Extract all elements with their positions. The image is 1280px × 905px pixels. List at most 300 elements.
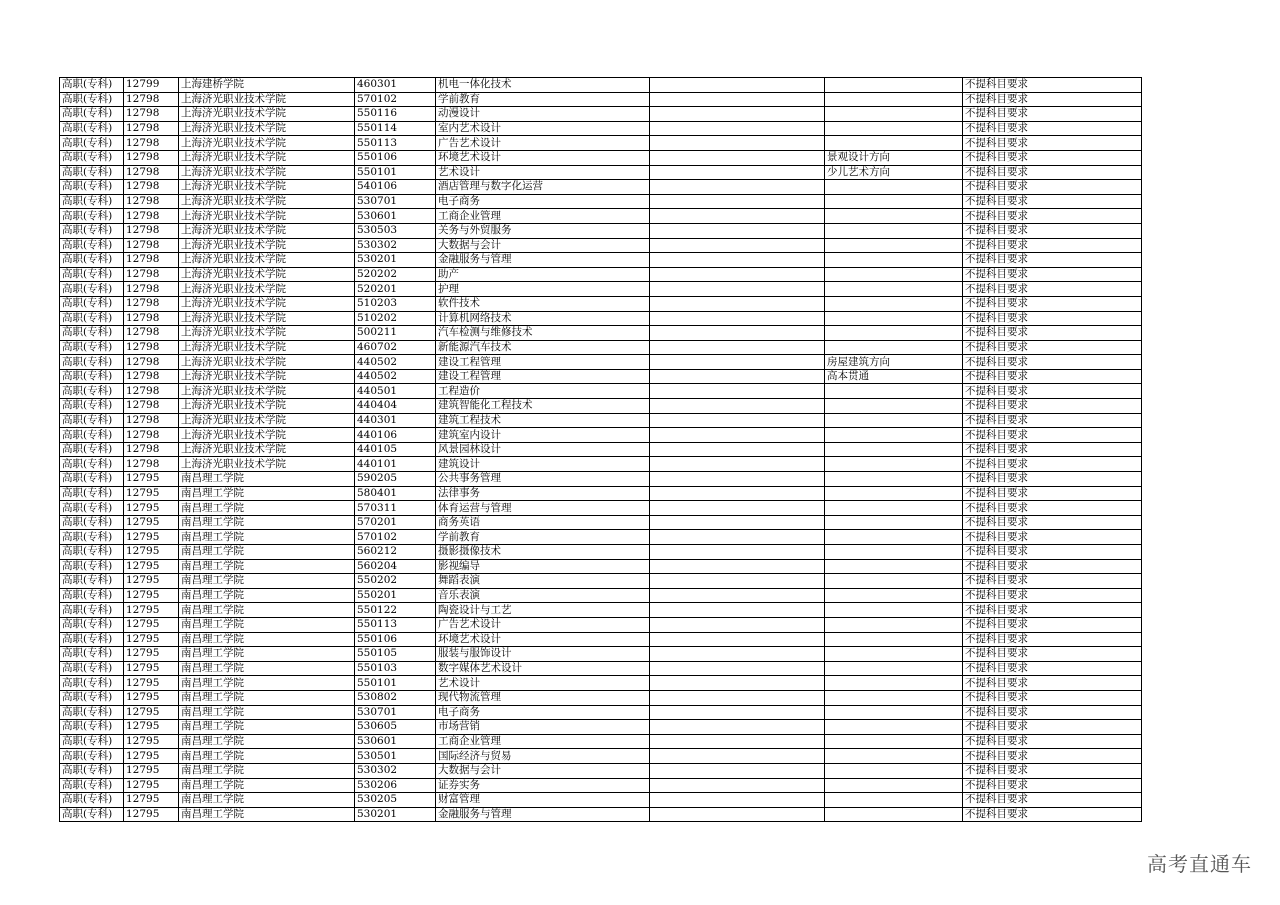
direction-cell: 高本贯通: [825, 369, 963, 384]
major-code-cell: 440501: [355, 384, 436, 399]
school-code-cell: 12795: [124, 559, 179, 574]
direction-cell: [825, 457, 963, 472]
requirement-cell: 不提科目要求: [963, 428, 1142, 443]
direction-cell: [825, 676, 963, 691]
major-name-cell: 电子商务: [436, 194, 650, 209]
table-row: [60, 603, 1142, 618]
school-code-cell: 12798: [124, 223, 179, 238]
school-code-cell: 12798: [124, 326, 179, 341]
level-cell: 高职(专科): [60, 574, 124, 589]
table-row: [60, 472, 1142, 487]
level-cell: 高职(专科): [60, 369, 124, 384]
level-cell: 高职(专科): [60, 442, 124, 457]
table-row: [60, 355, 1142, 370]
school-code-cell: 12795: [124, 676, 179, 691]
table-row: [60, 296, 1142, 311]
direction-cell: [825, 486, 963, 501]
direction-cell: [825, 442, 963, 457]
school-code-cell: 12798: [124, 150, 179, 165]
table-row: [60, 253, 1142, 268]
major-code-cell: 530601: [355, 734, 436, 749]
school-code-cell: 12798: [124, 180, 179, 195]
direction-cell: [825, 647, 963, 662]
blank-cell: [650, 807, 825, 822]
blank-cell: [650, 472, 825, 487]
level-cell: 高职(专科): [60, 530, 124, 545]
major-code-cell: 550114: [355, 121, 436, 136]
school-name-cell: 南昌理工学院: [179, 690, 355, 705]
school-code-cell: 12795: [124, 734, 179, 749]
school-code-cell: 12798: [124, 311, 179, 326]
direction-cell: [825, 778, 963, 793]
requirement-cell: 不提科目要求: [963, 676, 1142, 691]
table-row: [60, 311, 1142, 326]
school-code-cell: 12798: [124, 238, 179, 253]
table-row: [60, 136, 1142, 151]
school-code-cell: 12798: [124, 267, 179, 282]
table-row: [60, 369, 1142, 384]
major-code-cell: 530206: [355, 778, 436, 793]
level-cell: 高职(专科): [60, 588, 124, 603]
major-code-cell: 560204: [355, 559, 436, 574]
requirement-cell: 不提科目要求: [963, 588, 1142, 603]
requirement-cell: 不提科目要求: [963, 326, 1142, 341]
level-cell: 高职(专科): [60, 428, 124, 443]
school-code-cell: 12798: [124, 428, 179, 443]
direction-cell: [825, 574, 963, 589]
table-row: [60, 442, 1142, 457]
major-name-cell: 影视编导: [436, 559, 650, 574]
blank-cell: [650, 720, 825, 735]
table-body: [60, 78, 1142, 822]
requirement-cell: 不提科目要求: [963, 355, 1142, 370]
major-code-cell: 590205: [355, 472, 436, 487]
level-cell: 高职(专科): [60, 355, 124, 370]
blank-cell: [650, 442, 825, 457]
requirement-cell: 不提科目要求: [963, 472, 1142, 487]
blank-cell: [650, 282, 825, 297]
direction-cell: [825, 340, 963, 355]
requirement-cell: 不提科目要求: [963, 545, 1142, 560]
school-code-cell: 12798: [124, 209, 179, 224]
direction-cell: [825, 530, 963, 545]
school-name-cell: 南昌理工学院: [179, 807, 355, 822]
major-name-cell: 助产: [436, 267, 650, 282]
table-row: [60, 793, 1142, 808]
school-code-cell: 12795: [124, 603, 179, 618]
major-name-cell: 金融服务与管理: [436, 807, 650, 822]
major-name-cell: 艺术设计: [436, 165, 650, 180]
major-code-cell: 550101: [355, 676, 436, 691]
major-name-cell: 新能源汽车技术: [436, 340, 650, 355]
level-cell: 高职(专科): [60, 793, 124, 808]
level-cell: 高职(专科): [60, 647, 124, 662]
school-code-cell: 12795: [124, 705, 179, 720]
school-name-cell: 上海济光职业技术学院: [179, 413, 355, 428]
blank-cell: [650, 603, 825, 618]
requirement-cell: 不提科目要求: [963, 603, 1142, 618]
level-cell: 高职(专科): [60, 136, 124, 151]
blank-cell: [650, 530, 825, 545]
major-name-cell: 学前教育: [436, 92, 650, 107]
requirement-cell: 不提科目要求: [963, 574, 1142, 589]
direction-cell: [825, 253, 963, 268]
blank-cell: [650, 486, 825, 501]
direction-cell: 少儿艺术方向: [825, 165, 963, 180]
blank-cell: [650, 78, 825, 93]
school-name-cell: 上海济光职业技术学院: [179, 209, 355, 224]
school-name-cell: 上海济光职业技术学院: [179, 399, 355, 414]
level-cell: 高职(专科): [60, 763, 124, 778]
school-name-cell: 南昌理工学院: [179, 676, 355, 691]
blank-cell: [650, 501, 825, 516]
major-code-cell: 530701: [355, 194, 436, 209]
school-code-cell: 12795: [124, 501, 179, 516]
table-row: [60, 501, 1142, 516]
direction-cell: [825, 705, 963, 720]
major-name-cell: 金融服务与管理: [436, 253, 650, 268]
major-code-cell: 550202: [355, 574, 436, 589]
direction-cell: [825, 690, 963, 705]
blank-cell: [650, 588, 825, 603]
major-code-cell: 530201: [355, 807, 436, 822]
direction-cell: [825, 617, 963, 632]
major-code-cell: 440502: [355, 355, 436, 370]
major-code-cell: 440404: [355, 399, 436, 414]
blank-cell: [650, 574, 825, 589]
school-name-cell: 上海济光职业技术学院: [179, 326, 355, 341]
table-row: [60, 763, 1142, 778]
table-row: [60, 121, 1142, 136]
major-name-cell: 大数据与会计: [436, 763, 650, 778]
requirement-cell: 不提科目要求: [963, 413, 1142, 428]
level-cell: 高职(专科): [60, 194, 124, 209]
requirement-cell: 不提科目要求: [963, 442, 1142, 457]
school-name-cell: 南昌理工学院: [179, 501, 355, 516]
major-name-cell: 动漫设计: [436, 107, 650, 122]
direction-cell: [825, 136, 963, 151]
major-code-cell: 530302: [355, 763, 436, 778]
school-code-cell: 12795: [124, 720, 179, 735]
direction-cell: [825, 749, 963, 764]
table-row: [60, 749, 1142, 764]
major-name-cell: 工商企业管理: [436, 209, 650, 224]
table-row: [60, 282, 1142, 297]
blank-cell: [650, 559, 825, 574]
blank-cell: [650, 705, 825, 720]
major-code-cell: 500211: [355, 326, 436, 341]
major-name-cell: 建筑设计: [436, 457, 650, 472]
level-cell: 高职(专科): [60, 150, 124, 165]
level-cell: 高职(专科): [60, 632, 124, 647]
major-code-cell: 560212: [355, 545, 436, 560]
requirement-cell: 不提科目要求: [963, 734, 1142, 749]
requirement-cell: 不提科目要求: [963, 705, 1142, 720]
direction-cell: [825, 661, 963, 676]
school-name-cell: 上海济光职业技术学院: [179, 311, 355, 326]
major-code-cell: 440301: [355, 413, 436, 428]
direction-cell: [825, 267, 963, 282]
requirement-cell: 不提科目要求: [963, 778, 1142, 793]
blank-cell: [650, 617, 825, 632]
blank-cell: [650, 180, 825, 195]
school-name-cell: 南昌理工学院: [179, 472, 355, 487]
major-code-cell: 440106: [355, 428, 436, 443]
school-name-cell: 南昌理工学院: [179, 705, 355, 720]
table-row: [60, 194, 1142, 209]
major-name-cell: 室内艺术设计: [436, 121, 650, 136]
major-name-cell: 商务英语: [436, 515, 650, 530]
school-code-cell: 12798: [124, 253, 179, 268]
school-name-cell: 上海济光职业技术学院: [179, 107, 355, 122]
school-name-cell: 上海济光职业技术学院: [179, 369, 355, 384]
level-cell: 高职(专科): [60, 676, 124, 691]
direction-cell: [825, 632, 963, 647]
major-name-cell: 数字媒体艺术设计: [436, 661, 650, 676]
direction-cell: [825, 734, 963, 749]
direction-cell: [825, 296, 963, 311]
blank-cell: [650, 457, 825, 472]
direction-cell: [825, 180, 963, 195]
school-name-cell: 南昌理工学院: [179, 749, 355, 764]
major-name-cell: 艺术设计: [436, 676, 650, 691]
school-name-cell: 上海济光职业技术学院: [179, 253, 355, 268]
direction-cell: [825, 194, 963, 209]
blank-cell: [650, 778, 825, 793]
direction-cell: [825, 209, 963, 224]
direction-cell: [825, 515, 963, 530]
school-code-cell: 12798: [124, 296, 179, 311]
major-code-cell: 550113: [355, 136, 436, 151]
table-row: [60, 384, 1142, 399]
level-cell: 高职(专科): [60, 559, 124, 574]
major-code-cell: 570311: [355, 501, 436, 516]
level-cell: 高职(专科): [60, 617, 124, 632]
table-row: [60, 647, 1142, 662]
school-name-cell: 上海济光职业技术学院: [179, 457, 355, 472]
major-name-cell: 工程造价: [436, 384, 650, 399]
watermark-text: 高考直通车: [1147, 852, 1252, 876]
requirement-cell: 不提科目要求: [963, 530, 1142, 545]
major-name-cell: 酒店管理与数字化运营: [436, 180, 650, 195]
blank-cell: [650, 92, 825, 107]
blank-cell: [650, 749, 825, 764]
school-code-cell: 12798: [124, 121, 179, 136]
blank-cell: [650, 150, 825, 165]
table-row: [60, 661, 1142, 676]
major-code-cell: 550106: [355, 632, 436, 647]
level-cell: 高职(专科): [60, 457, 124, 472]
school-name-cell: 上海济光职业技术学院: [179, 136, 355, 151]
requirement-cell: 不提科目要求: [963, 690, 1142, 705]
requirement-cell: 不提科目要求: [963, 384, 1142, 399]
table-row: [60, 778, 1142, 793]
school-name-cell: 上海济光职业技术学院: [179, 150, 355, 165]
table-row: [60, 209, 1142, 224]
major-code-cell: 550113: [355, 617, 436, 632]
direction-cell: [825, 501, 963, 516]
school-name-cell: 南昌理工学院: [179, 515, 355, 530]
blank-cell: [650, 296, 825, 311]
school-name-cell: 上海济光职业技术学院: [179, 223, 355, 238]
blank-cell: [650, 267, 825, 282]
direction-cell: [825, 720, 963, 735]
table-row: [60, 428, 1142, 443]
school-name-cell: 上海济光职业技术学院: [179, 355, 355, 370]
blank-cell: [650, 340, 825, 355]
direction-cell: [825, 545, 963, 560]
school-code-cell: 12798: [124, 165, 179, 180]
level-cell: 高职(专科): [60, 296, 124, 311]
table-row: [60, 150, 1142, 165]
major-code-cell: 580401: [355, 486, 436, 501]
requirement-cell: 不提科目要求: [963, 486, 1142, 501]
table-row: [60, 807, 1142, 822]
level-cell: 高职(专科): [60, 326, 124, 341]
direction-cell: [825, 384, 963, 399]
requirement-cell: 不提科目要求: [963, 209, 1142, 224]
major-code-cell: 520201: [355, 282, 436, 297]
level-cell: 高职(专科): [60, 472, 124, 487]
direction-cell: [825, 603, 963, 618]
major-code-cell: 440101: [355, 457, 436, 472]
school-name-cell: 南昌理工学院: [179, 588, 355, 603]
table-row: [60, 486, 1142, 501]
level-cell: 高职(专科): [60, 661, 124, 676]
level-cell: 高职(专科): [60, 267, 124, 282]
table-row: [60, 457, 1142, 472]
major-code-cell: 550122: [355, 603, 436, 618]
level-cell: 高职(专科): [60, 121, 124, 136]
major-code-cell: 550105: [355, 647, 436, 662]
blank-cell: [650, 311, 825, 326]
table-row: [60, 413, 1142, 428]
level-cell: 高职(专科): [60, 282, 124, 297]
major-code-cell: 550116: [355, 107, 436, 122]
requirement-cell: 不提科目要求: [963, 267, 1142, 282]
major-name-cell: 法律事务: [436, 486, 650, 501]
major-name-cell: 汽车检测与维修技术: [436, 326, 650, 341]
school-name-cell: 南昌理工学院: [179, 661, 355, 676]
school-name-cell: 南昌理工学院: [179, 778, 355, 793]
requirement-cell: 不提科目要求: [963, 647, 1142, 662]
requirement-cell: 不提科目要求: [963, 311, 1142, 326]
requirement-cell: 不提科目要求: [963, 180, 1142, 195]
direction-cell: [825, 107, 963, 122]
direction-cell: [825, 78, 963, 93]
school-code-cell: 12795: [124, 632, 179, 647]
school-code-cell: 12798: [124, 457, 179, 472]
table-row: [60, 238, 1142, 253]
admission-table: [59, 77, 1142, 822]
blank-cell: [650, 734, 825, 749]
school-name-cell: 上海建桥学院: [179, 78, 355, 93]
major-code-cell: 530201: [355, 253, 436, 268]
level-cell: 高职(专科): [60, 180, 124, 195]
level-cell: 高职(专科): [60, 734, 124, 749]
requirement-cell: 不提科目要求: [963, 296, 1142, 311]
table-row: [60, 574, 1142, 589]
blank-cell: [650, 676, 825, 691]
requirement-cell: 不提科目要求: [963, 720, 1142, 735]
direction-cell: [825, 326, 963, 341]
major-name-cell: 电子商务: [436, 705, 650, 720]
major-code-cell: 540106: [355, 180, 436, 195]
major-name-cell: 建设工程管理: [436, 369, 650, 384]
direction-cell: [825, 282, 963, 297]
direction-cell: [825, 559, 963, 574]
level-cell: 高职(专科): [60, 515, 124, 530]
level-cell: 高职(专科): [60, 223, 124, 238]
school-name-cell: 南昌理工学院: [179, 530, 355, 545]
table-row: [60, 676, 1142, 691]
requirement-cell: 不提科目要求: [963, 399, 1142, 414]
blank-cell: [650, 253, 825, 268]
blank-cell: [650, 194, 825, 209]
school-name-cell: 上海济光职业技术学院: [179, 238, 355, 253]
requirement-cell: 不提科目要求: [963, 165, 1142, 180]
table-row: [60, 78, 1142, 93]
table-row: [60, 92, 1142, 107]
direction-cell: [825, 399, 963, 414]
major-code-cell: 550106: [355, 150, 436, 165]
school-name-cell: 上海济光职业技术学院: [179, 442, 355, 457]
major-code-cell: 530701: [355, 705, 436, 720]
level-cell: 高职(专科): [60, 486, 124, 501]
major-code-cell: 460301: [355, 78, 436, 93]
blank-cell: [650, 121, 825, 136]
blank-cell: [650, 647, 825, 662]
level-cell: 高职(专科): [60, 107, 124, 122]
major-name-cell: 证券实务: [436, 778, 650, 793]
requirement-cell: 不提科目要求: [963, 92, 1142, 107]
major-name-cell: 建筑智能化工程技术: [436, 399, 650, 414]
table-row: [60, 340, 1142, 355]
blank-cell: [650, 107, 825, 122]
level-cell: 高职(专科): [60, 399, 124, 414]
requirement-cell: 不提科目要求: [963, 457, 1142, 472]
requirement-cell: 不提科目要求: [963, 78, 1142, 93]
school-name-cell: 上海济光职业技术学院: [179, 296, 355, 311]
major-code-cell: 510202: [355, 311, 436, 326]
table-row: [60, 705, 1142, 720]
requirement-cell: 不提科目要求: [963, 150, 1142, 165]
school-code-cell: 12795: [124, 661, 179, 676]
requirement-cell: 不提科目要求: [963, 515, 1142, 530]
major-name-cell: 服装与服饰设计: [436, 647, 650, 662]
major-name-cell: 机电一体化技术: [436, 78, 650, 93]
table-row: [60, 617, 1142, 632]
school-name-cell: 上海济光职业技术学院: [179, 340, 355, 355]
level-cell: 高职(专科): [60, 545, 124, 560]
level-cell: 高职(专科): [60, 78, 124, 93]
major-name-cell: 舞蹈表演: [436, 574, 650, 589]
blank-cell: [650, 399, 825, 414]
requirement-cell: 不提科目要求: [963, 194, 1142, 209]
level-cell: 高职(专科): [60, 253, 124, 268]
table-row: [60, 734, 1142, 749]
level-cell: 高职(专科): [60, 413, 124, 428]
school-code-cell: 12798: [124, 282, 179, 297]
major-code-cell: 550103: [355, 661, 436, 676]
major-name-cell: 建筑工程技术: [436, 413, 650, 428]
major-name-cell: 陶瓷设计与工艺: [436, 603, 650, 618]
school-name-cell: 南昌理工学院: [179, 617, 355, 632]
direction-cell: [825, 92, 963, 107]
major-code-cell: 530802: [355, 690, 436, 705]
level-cell: 高职(专科): [60, 238, 124, 253]
blank-cell: [650, 515, 825, 530]
